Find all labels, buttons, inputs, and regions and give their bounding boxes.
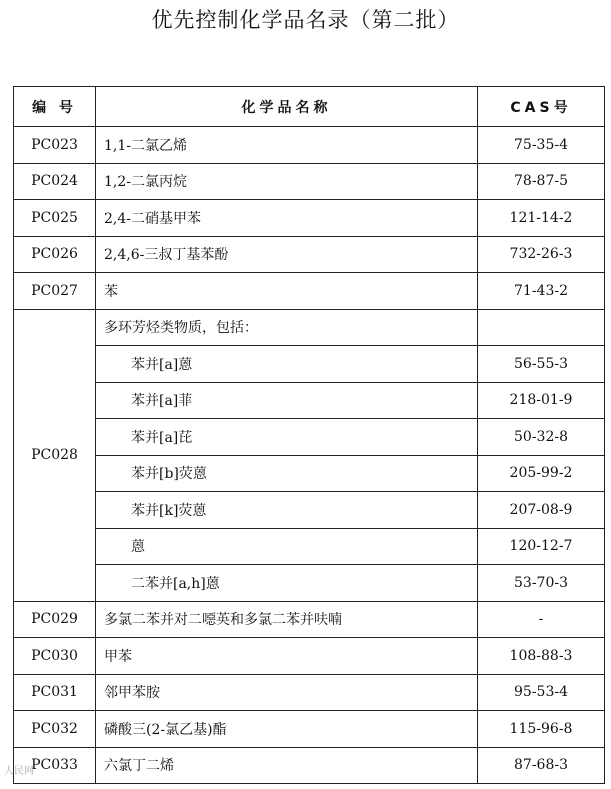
table-row bbox=[14, 601, 605, 638]
watermark: 人民网 bbox=[4, 766, 34, 777]
table-row bbox=[14, 200, 605, 237]
chemical-name: 苯并[k]荧蒽 bbox=[96, 492, 478, 529]
table-row bbox=[14, 309, 605, 346]
chemical-name: 2,4-二硝基甲苯 bbox=[96, 200, 478, 237]
cas-number: 75-35-4 bbox=[478, 127, 605, 164]
table-row bbox=[14, 747, 605, 784]
cas-number: 205-99-2 bbox=[478, 455, 605, 492]
chemical-name: 2,4,6-三叔丁基苯酚 bbox=[96, 236, 478, 273]
header-name: 化学品名称 bbox=[96, 87, 478, 127]
table-row bbox=[14, 419, 605, 456]
chemical-code: PC033 bbox=[14, 747, 96, 784]
cas-number: 120-12-7 bbox=[478, 528, 605, 565]
chemical-name: 1,2-二氯丙烷 bbox=[96, 163, 478, 200]
header-cas: CAS号 bbox=[478, 87, 605, 127]
chemical-name: 1,1-二氯乙烯 bbox=[96, 127, 478, 164]
table-row bbox=[14, 638, 605, 675]
table-row bbox=[14, 346, 605, 383]
chemical-name: 磷酸三(2-氯乙基)酯 bbox=[96, 711, 478, 748]
table-row bbox=[14, 273, 605, 310]
cas-number: 108-88-3 bbox=[478, 638, 605, 675]
header-code: 编 号 bbox=[14, 87, 96, 127]
chemical-name: 甲苯 bbox=[96, 638, 478, 675]
cas-number bbox=[478, 309, 605, 346]
chemical-list-table bbox=[13, 86, 605, 784]
cas-number: 121-14-2 bbox=[478, 200, 605, 237]
chemical-code: PC032 bbox=[14, 711, 96, 748]
chemical-code: PC029 bbox=[14, 601, 96, 638]
table-row bbox=[14, 455, 605, 492]
cas-number: 115-96-8 bbox=[478, 711, 605, 748]
chemical-name: 邻甲苯胺 bbox=[96, 674, 478, 711]
chemical-code: PC025 bbox=[14, 200, 96, 237]
chemical-name: 苯并[a]蒽 bbox=[96, 346, 478, 383]
cas-number: 78-87-5 bbox=[478, 163, 605, 200]
table-row bbox=[14, 711, 605, 748]
table-header-row bbox=[14, 87, 605, 127]
chemical-code: PC030 bbox=[14, 638, 96, 675]
cas-number: 207-08-9 bbox=[478, 492, 605, 529]
cas-number: 53-70-3 bbox=[478, 565, 605, 602]
table-row bbox=[14, 528, 605, 565]
cas-number: 95-53-4 bbox=[478, 674, 605, 711]
chemical-name: 六氯丁二烯 bbox=[96, 747, 478, 784]
chemical-name: 苯并[a]菲 bbox=[96, 382, 478, 419]
chemical-code: PC028 bbox=[14, 309, 96, 601]
page-title: 优先控制化学品名录（第二批） bbox=[151, 8, 460, 32]
chemical-name: 苯并[b]荧蒽 bbox=[96, 455, 478, 492]
chemical-name: 多氯二苯并对二噁英和多氯二苯并呋喃 bbox=[96, 601, 478, 638]
cas-number: 218-01-9 bbox=[478, 382, 605, 419]
cas-number: 732-26-3 bbox=[478, 236, 605, 273]
table-row bbox=[14, 565, 605, 602]
chemical-code: PC023 bbox=[14, 127, 96, 164]
chemical-name: 二苯并[a,h]蒽 bbox=[96, 565, 478, 602]
table-row bbox=[14, 674, 605, 711]
chemical-code: PC024 bbox=[14, 163, 96, 200]
chemical-code: PC031 bbox=[14, 674, 96, 711]
cas-number: 71-43-2 bbox=[478, 273, 605, 310]
table-row bbox=[14, 382, 605, 419]
table-row bbox=[14, 127, 605, 164]
table-row bbox=[14, 236, 605, 273]
chemical-code: PC026 bbox=[14, 236, 96, 273]
chemical-code: PC027 bbox=[14, 273, 96, 310]
cas-number: 87-68-3 bbox=[478, 747, 605, 784]
cas-number: - bbox=[478, 601, 605, 638]
chemical-name: 苯 bbox=[96, 273, 478, 310]
chemical-name: 蒽 bbox=[96, 528, 478, 565]
cas-number: 56-55-3 bbox=[478, 346, 605, 383]
table-row bbox=[14, 163, 605, 200]
cas-number: 50-32-8 bbox=[478, 419, 605, 456]
group-header-name: 多环芳烃类物质，包括： bbox=[96, 309, 478, 346]
chemical-name: 苯并[a]芘 bbox=[96, 419, 478, 456]
table-row bbox=[14, 492, 605, 529]
